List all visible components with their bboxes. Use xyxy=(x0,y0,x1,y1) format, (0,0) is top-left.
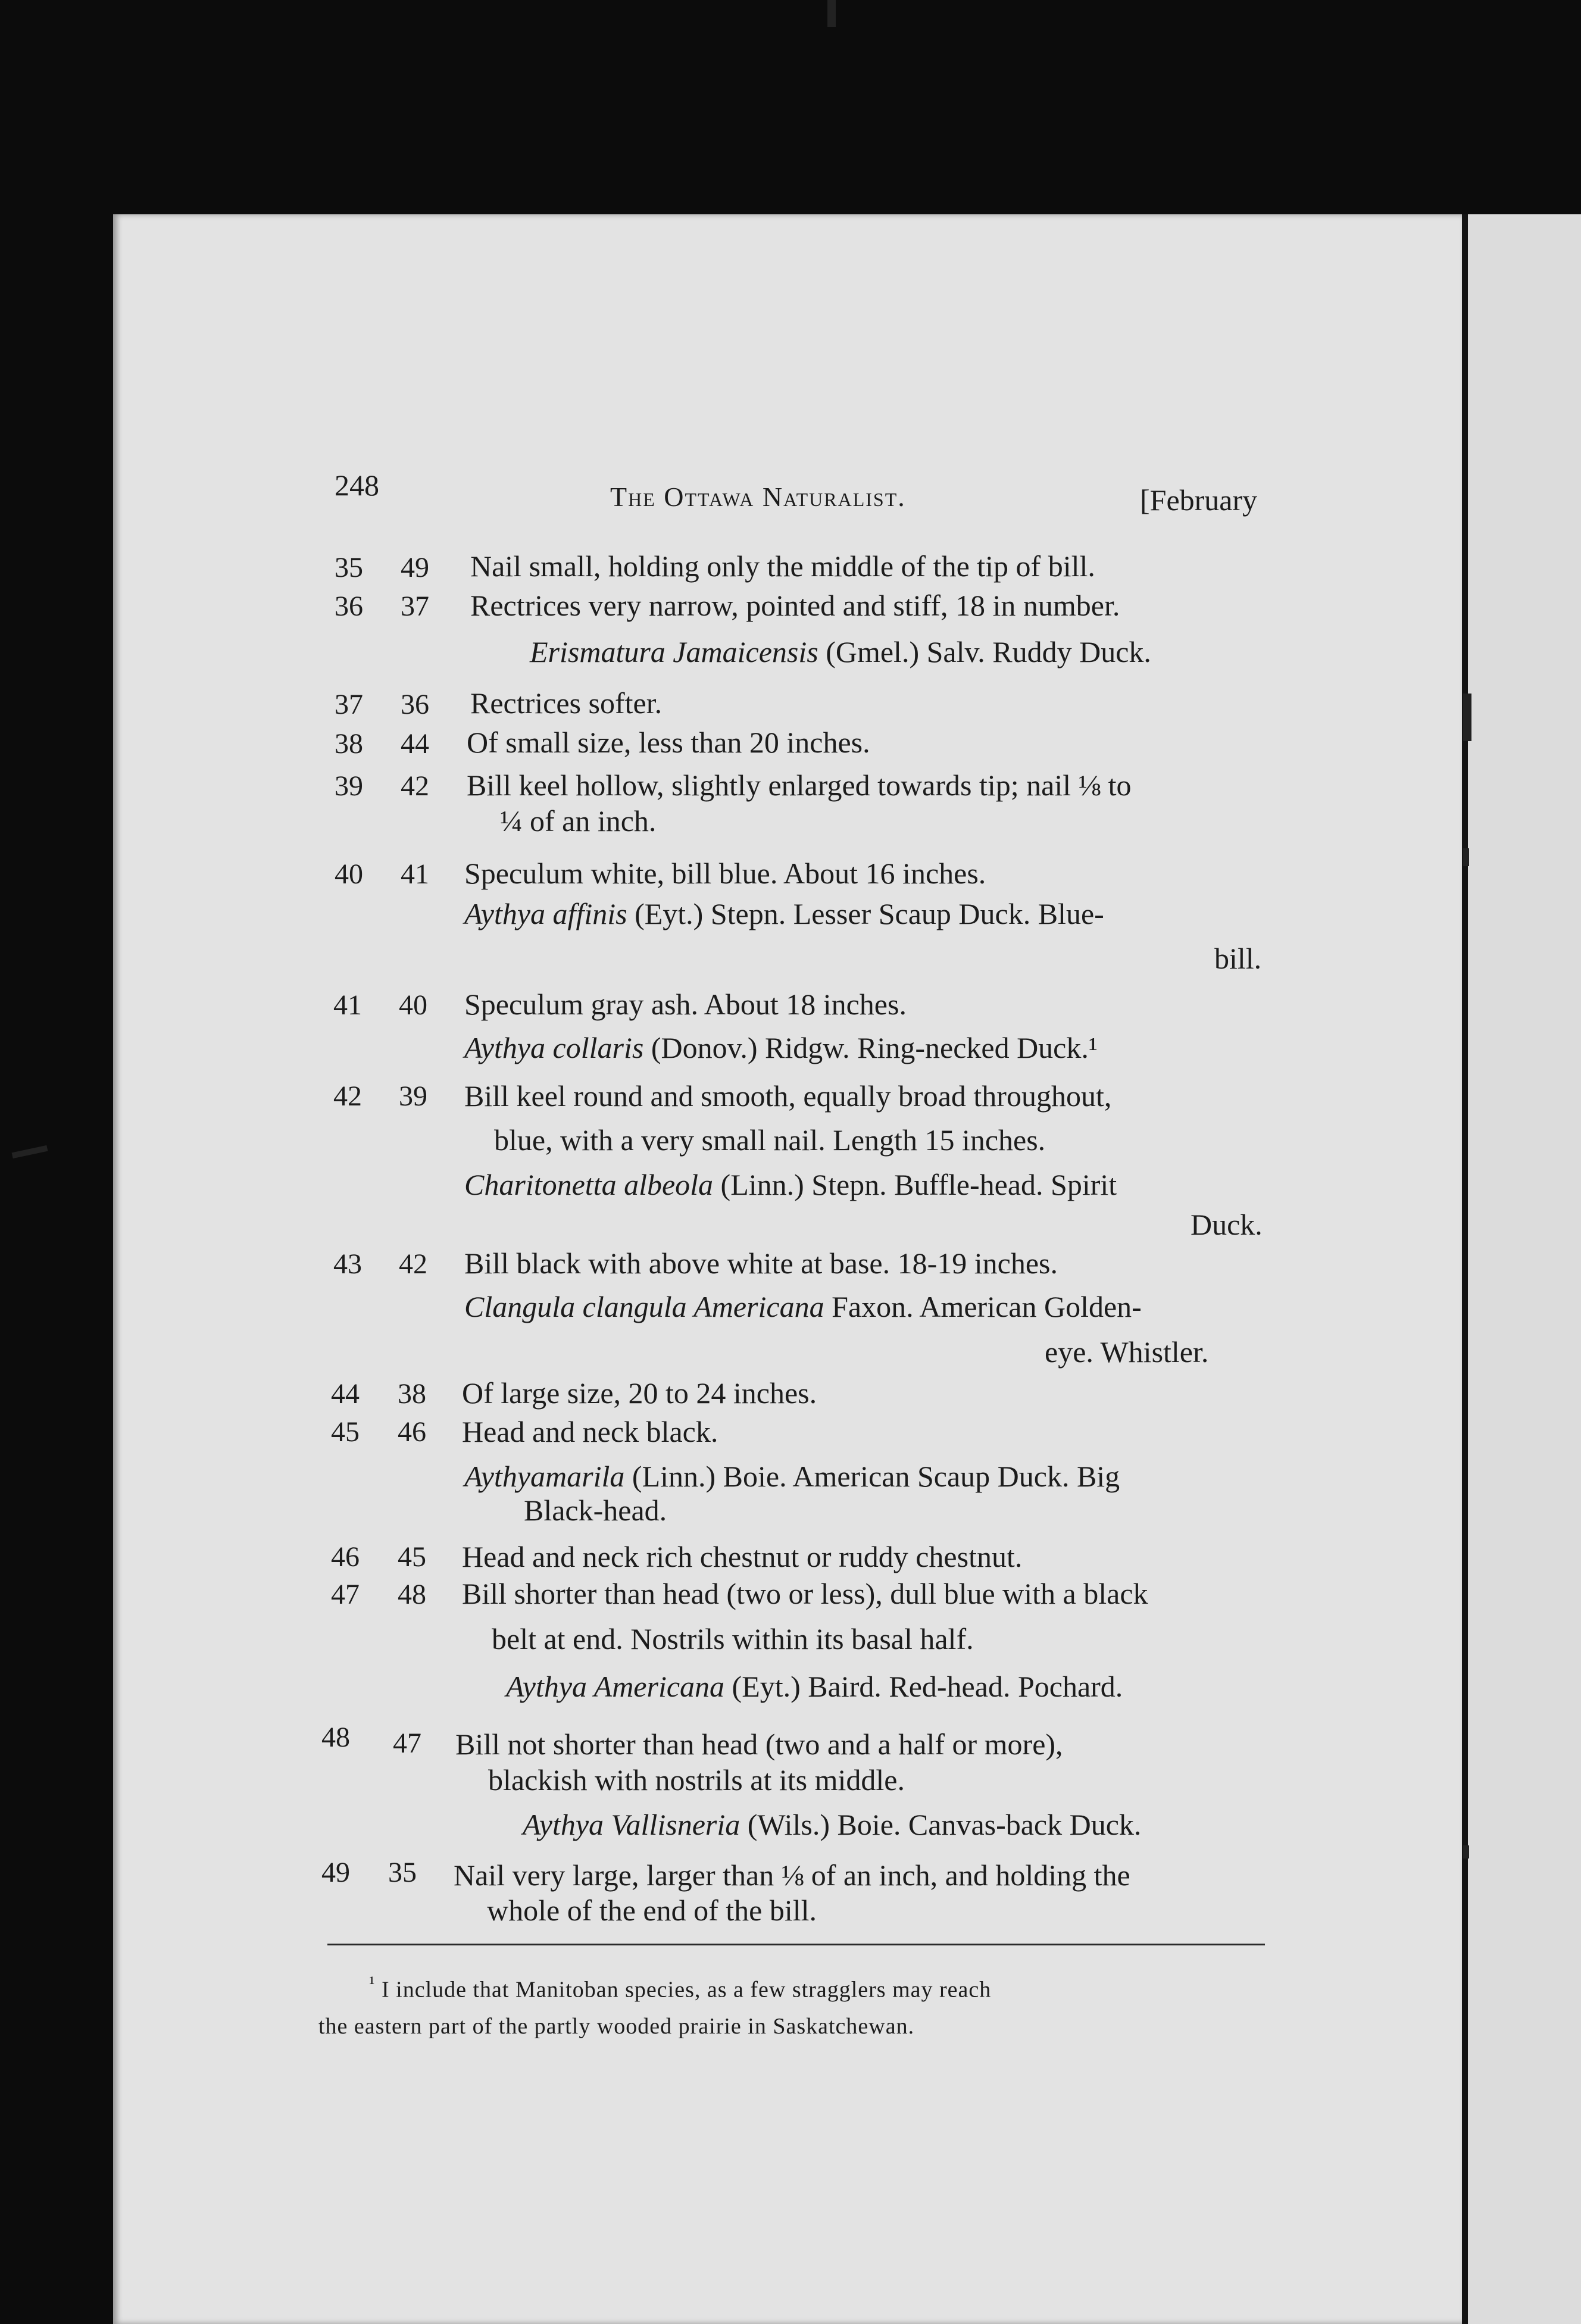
key-text: Bill shorter than head (two or less), dull blue with a black xyxy=(462,1577,1148,1610)
species-name: Erismatura Jamaicensis xyxy=(530,635,818,669)
page-number: 248 xyxy=(335,468,379,502)
species-name: Charitonetta albeola xyxy=(464,1168,714,1201)
species-authority: Faxon. American Golden- xyxy=(832,1290,1142,1323)
key-text: Bill keel hollow, slightly enlarged towards tip; nail ⅛ to xyxy=(467,769,1132,802)
key-text: Rectrices softer. xyxy=(470,686,663,720)
couplet-reference: 44 xyxy=(401,728,429,760)
key-text-continued: ¼ of an inch. xyxy=(500,804,657,838)
key-text: Nail very large, larger than ⅛ of an inch, and holding the xyxy=(454,1858,1130,1892)
couplet-number: 36 xyxy=(335,591,363,622)
couplet-reference: 37 xyxy=(401,591,429,622)
species-line xyxy=(464,1461,1120,1491)
key-text: Speculum white, bill blue. About 16 inches. xyxy=(464,857,986,890)
key-text: Of large size, 20 to 24 inches. xyxy=(462,1376,817,1410)
species-line xyxy=(464,899,1104,929)
species-name: Aythya collaris xyxy=(464,1031,644,1064)
key-text-continued: whole of the end of the bill. xyxy=(487,1894,817,1927)
footnote-rule xyxy=(327,1944,1265,1945)
facing-page-edge xyxy=(1468,214,1581,2324)
key-text: Nail small, holding only the middle of the tip of bill. xyxy=(470,549,1095,583)
couplet-number: 37 xyxy=(335,689,363,720)
key-text: Bill not shorter than head (two and a half or more), xyxy=(455,1728,1063,1761)
species-authority: (Linn.) Stepn. Buffle-head. Spirit xyxy=(720,1168,1117,1201)
species-line xyxy=(506,1672,1123,1701)
species-name: Aythya Americana xyxy=(506,1670,725,1703)
scan-artifact xyxy=(1463,694,1471,741)
footnote-line-continued: the eastern part of the partly wooded prairie in Saskatchewan. xyxy=(318,2014,915,2039)
couplet-reference: 47 xyxy=(393,1728,421,1759)
key-text: Bill keel round and smooth, equally broad throughout, xyxy=(464,1079,1112,1113)
couplet-reference: 35 xyxy=(388,1857,417,1888)
couplet-number: 45 xyxy=(331,1416,360,1448)
key-text: Head and neck black. xyxy=(462,1415,718,1448)
species-authority: (Linn.) Boie. American Scaup Duck. Big xyxy=(632,1460,1120,1493)
couplet-reference: 40 xyxy=(399,989,427,1021)
species-name: Aythya Vallisneria xyxy=(523,1808,740,1841)
species-authority: (Wils.) Boie. Canvas-back Duck. xyxy=(747,1808,1142,1841)
species-line xyxy=(523,1810,1141,1839)
species-name: Aythya affinis xyxy=(464,897,627,930)
couplet-reference: 45 xyxy=(398,1541,426,1573)
species-line-continued: Duck. xyxy=(1191,1208,1263,1241)
journal-title: The Ottawa Naturalist. xyxy=(610,482,906,512)
couplet-number: 49 xyxy=(321,1857,350,1888)
couplet-number: 40 xyxy=(335,858,363,890)
couplet-reference: 48 xyxy=(398,1579,426,1610)
scan-artifact xyxy=(12,1145,48,1158)
couplet-reference: 36 xyxy=(401,689,429,720)
couplet-number: 42 xyxy=(333,1080,362,1112)
footnote-line xyxy=(369,1973,991,2001)
key-text: Bill black with above white at base. 18-19 inches. xyxy=(464,1247,1058,1280)
couplet-reference: 42 xyxy=(401,770,429,802)
species-authority: (Eyt.) Baird. Red-head. Pochard. xyxy=(732,1670,1123,1703)
couplet-reference: 41 xyxy=(401,858,429,890)
couplet-number: 46 xyxy=(331,1541,360,1573)
key-text-continued: belt at end. Nostrils within its basal half. xyxy=(492,1622,974,1655)
species-line-continued: Black-head. xyxy=(524,1494,667,1527)
species-line xyxy=(464,1033,1098,1063)
species-authority: (Gmel.) Salv. Ruddy Duck. xyxy=(826,635,1151,669)
key-text-continued: blue, with a very small nail. Length 15 inches. xyxy=(494,1123,1046,1157)
couplet-reference: 46 xyxy=(398,1416,426,1448)
key-text: Rectrices very narrow, pointed and stiff, 18 in number. xyxy=(470,589,1120,622)
species-line xyxy=(530,637,1151,667)
issue-month: [February xyxy=(1140,483,1258,517)
species-line-continued: eye. Whistler. xyxy=(1045,1335,1209,1369)
species-authority: (Eyt.) Stepn. Lesser Scaup Duck. Blue- xyxy=(635,897,1104,930)
couplet-reference: 38 xyxy=(398,1378,426,1410)
species-authority: (Donov.) Ridgw. Ring-necked Duck.¹ xyxy=(651,1031,1098,1064)
page-gutter xyxy=(1462,214,1468,2324)
couplet-number: 41 xyxy=(333,989,362,1021)
scan-artifact xyxy=(827,0,836,27)
key-text: Head and neck rich chestnut or ruddy chestnut. xyxy=(462,1540,1023,1573)
footnote-text: I include that Manitoban species, as a few stragglers may reach xyxy=(382,1977,992,2003)
key-text: Speculum gray ash. About 18 inches. xyxy=(464,988,907,1021)
couplet-number: 35 xyxy=(335,552,363,583)
key-text: Of small size, less than 20 inches. xyxy=(467,726,870,759)
couplet-number: 39 xyxy=(335,770,363,802)
footnote-marker: ¹ xyxy=(369,1972,376,1993)
couplet-number: 38 xyxy=(335,728,363,760)
key-text-continued: blackish with nostrils at its middle. xyxy=(488,1763,905,1797)
species-line xyxy=(464,1292,1142,1322)
couplet-number: 47 xyxy=(331,1579,360,1610)
species-line-continued: bill. xyxy=(1214,942,1262,975)
species-line xyxy=(464,1170,1117,1200)
species-name: Aythyamarila xyxy=(464,1460,625,1493)
scan-artifact xyxy=(1463,1845,1469,1858)
couplet-reference: 49 xyxy=(401,552,429,583)
couplet-reference: 39 xyxy=(399,1080,427,1112)
couplet-reference: 42 xyxy=(399,1248,427,1280)
couplet-number: 43 xyxy=(333,1248,362,1280)
scan-artifact xyxy=(1463,848,1469,866)
couplet-number: 44 xyxy=(331,1378,360,1410)
couplet-number: 48 xyxy=(321,1722,350,1753)
species-name: Clangula clangula Americana xyxy=(464,1290,824,1323)
